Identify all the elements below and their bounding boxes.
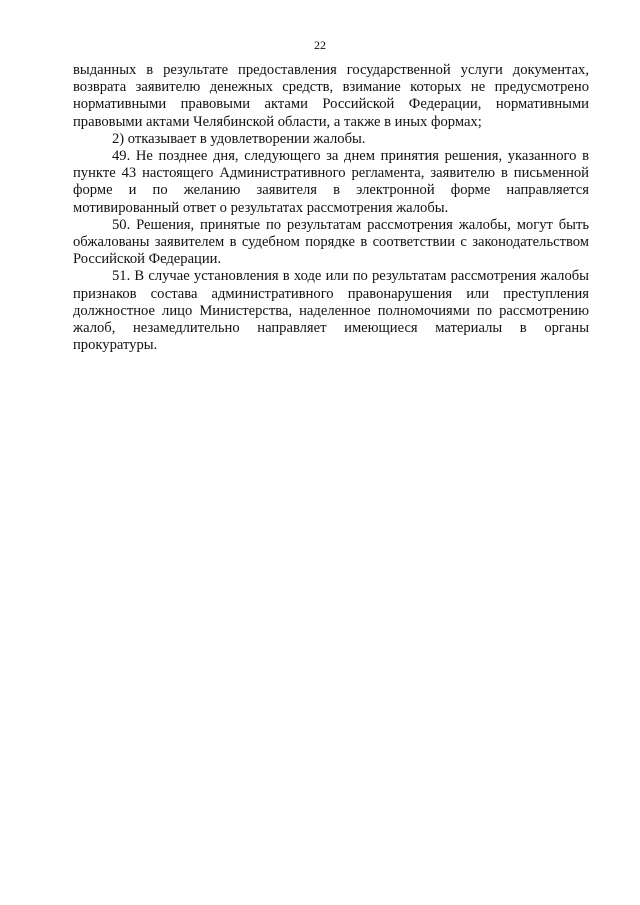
paragraph-49: 49. Не позднее дня, следующего за днем принятия решения, указанного в пункте 43 настоящего Административного регламента, заявителю в письменной форме и по желанию заявителя в электронной форме направляется мотивированный ответ о результатах рассмотрения жалобы. [73, 148, 589, 216]
document-body [73, 62, 589, 354]
paragraph-51: 51. В случае установления в ходе или по результатам рассмотрения жалобы признаков состава административного правонарушения или преступления должностное лицо Министерства, наделенное полномочиями по рассмотрению жалоб, незамедлительно направляет имеющиеся материалы в органы прокуратуры. [73, 268, 589, 354]
paragraph-continuation: выданных в результате предоставления государственной услуги документах, возврата заявителю денежных средств, взимание которых не предусмотрено нормативными правовыми актами Российской Федерации, нормативными правовыми актами Челябинской области, а также в иных формах; [73, 62, 589, 130]
paragraph-refusal: 2) отказывает в удовлетворении жалобы. [112, 130, 366, 147]
paragraph-50: 50. Решения, принятые по результатам рассмотрения жалобы, могут быть обжалованы заявителем в судебном порядке в соответствии с законодательством Российской Федерации. [73, 216, 589, 268]
page-number: 22 [314, 38, 326, 52]
